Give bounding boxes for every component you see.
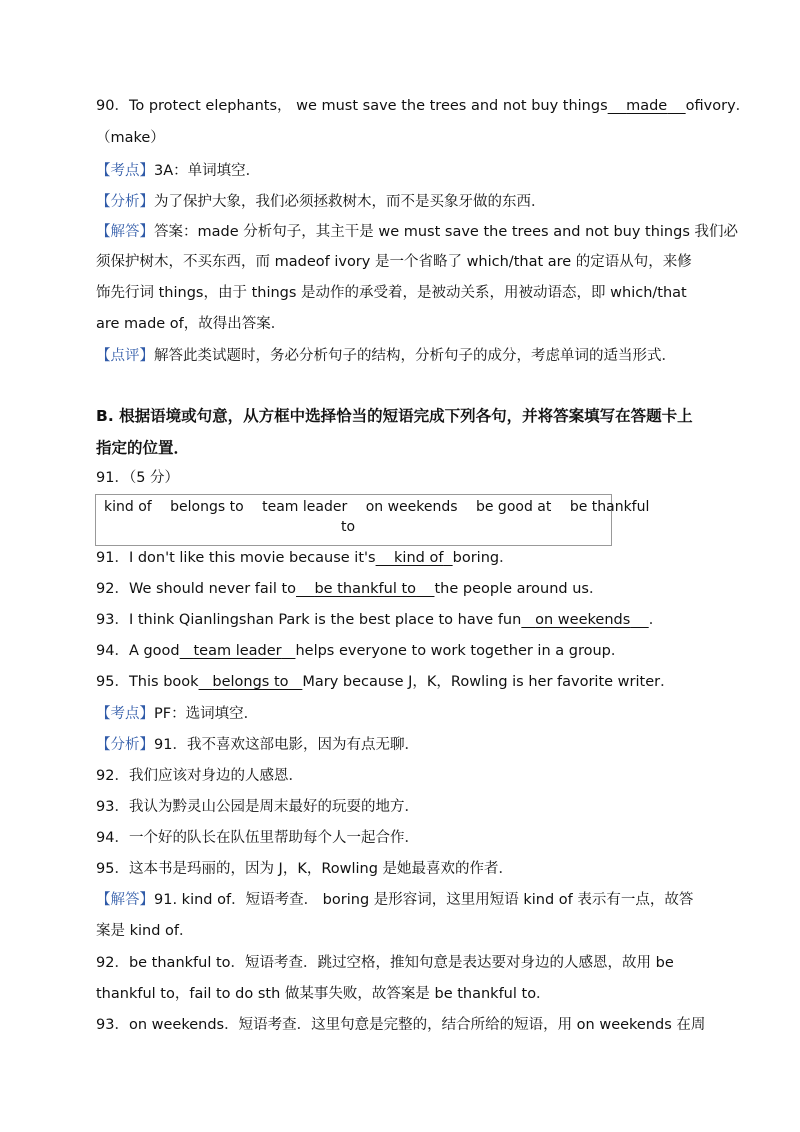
- phrase-box: [95, 494, 650, 546]
- analysis-jieda-line: 案是 kind of．: [96, 923, 194, 939]
- q90-dianping: 【点评】解答此类试题时，务必分析句子的结构，分析句子的成分，考虑单词的适当形式．: [96, 348, 676, 364]
- question-94: 94．A good team leader helps everyone to work together in a group．: [96, 643, 626, 659]
- score-label: 91．（5 分）: [96, 470, 180, 486]
- q90-jieda-line: 须保护树木，不买东西，而 madeof ivory 是一个省略了 which/that are 的定语从句，来修: [96, 254, 692, 270]
- analysis-fenxi-line: 95．这本书是玛丽的，因为 J，K，Rowling 是她最喜欢的作者．: [96, 861, 514, 877]
- q90-text: 90．To protect elephants， we must save the trees and not buy things: [96, 98, 608, 114]
- analysis-kaodian: 【考点】PF：选词填空．: [96, 706, 259, 722]
- q90-jieda-line: 饰先行词 things，由于 things 是动作的承受着，是被动关系，用被动语态，即 which/that: [96, 285, 687, 301]
- fenxi-tag: 【分析】: [96, 194, 154, 210]
- analysis-jieda-line: thankful to，fail to do sth 做某事失败，故答案是 be thankful to．: [96, 986, 551, 1002]
- answer-blank: on weekends: [535, 612, 631, 628]
- answer-blank: be thankful to: [314, 581, 417, 597]
- question-91: 91．I don't like this movie because it's kind of boring．: [96, 550, 514, 566]
- q90-kaodian: 【考点】3A：单词填空．: [96, 163, 261, 179]
- jieda-tag: 【解答】: [96, 224, 154, 240]
- q90-jieda-line: 【解答】答案：made 分析句子，其主干是 we must save the trees and not buy things 我们必: [96, 224, 738, 240]
- phrase-item: belongs to: [170, 499, 244, 515]
- fenxi-tag: 【分析】: [96, 737, 154, 753]
- kaodian-tag: 【考点】: [96, 706, 154, 722]
- kaodian-tag: 【考点】: [96, 163, 154, 179]
- q90-line: [96, 96, 751, 116]
- answer-blank: kind of: [394, 550, 444, 566]
- analysis-jieda: 【解答】91. kind of．短语考查． boring 是形容词，这里用短语 kind of 表示有一点，故答: [96, 892, 694, 908]
- analysis-jieda-line: 93．on weekends．短语考查．这里句意是完整的，结合所给的短语，用 on weekends 在周: [96, 1017, 706, 1033]
- phrase-item-wrap: to: [341, 519, 356, 535]
- phrase-item: on weekends: [365, 499, 458, 515]
- q90-answer: made: [626, 98, 668, 114]
- q90-fenxi: 【分析】为了保护大象，我们必须拯救树木，而不是买象牙做的东西．: [96, 194, 546, 210]
- q90-hint: （make）: [96, 130, 165, 146]
- dianping-tag: 【点评】: [96, 348, 154, 364]
- phrase-item: be thankful: [569, 499, 650, 515]
- q90-jieda-line: are made of，故得出答案．: [96, 316, 286, 332]
- section-b-heading-cont: 指定的位置．: [96, 439, 190, 457]
- question-95: 95．This book belongs to Mary because J，K，Rowling is her favorite writer．: [96, 674, 675, 690]
- analysis-fenxi-line: 94．一个好的队长在队伍里帮助每个人一起合作．: [96, 830, 419, 846]
- phrase-item: be good at: [475, 499, 552, 515]
- question-92: 92．We should never fail to be thankful to the people around us．: [96, 581, 604, 597]
- phrase-item: team leader: [262, 499, 348, 515]
- analysis-jieda-line: 92．be thankful to．短语考查．跳过空格，推知句意是表达要对身边的人感恩，故用 be: [96, 955, 674, 971]
- analysis-fenxi-line: 92．我们应该对身边的人感恩．: [96, 768, 303, 784]
- phrase-item: kind of: [104, 499, 152, 515]
- analysis-fenxi-line: 93．我认为黔灵山公园是周末最好的玩耍的地方．: [96, 799, 419, 815]
- analysis-fenxi: 【分析】91．我不喜欢这部电影，因为有点无聊．: [96, 737, 419, 753]
- answer-blank: belongs to: [212, 674, 289, 690]
- q90-text-end: ofivory．: [685, 98, 751, 114]
- jieda-tag: 【解答】: [96, 892, 154, 908]
- section-b-heading: B. 根据语境或句意，从方框中选择恰当的短语完成下列各句，并将答案填写在答题卡上: [96, 407, 693, 425]
- answer-blank: team leader: [193, 643, 282, 659]
- question-93: 93．I think Qianlingshan Park is the best place to have fun on weekends ．: [96, 612, 664, 628]
